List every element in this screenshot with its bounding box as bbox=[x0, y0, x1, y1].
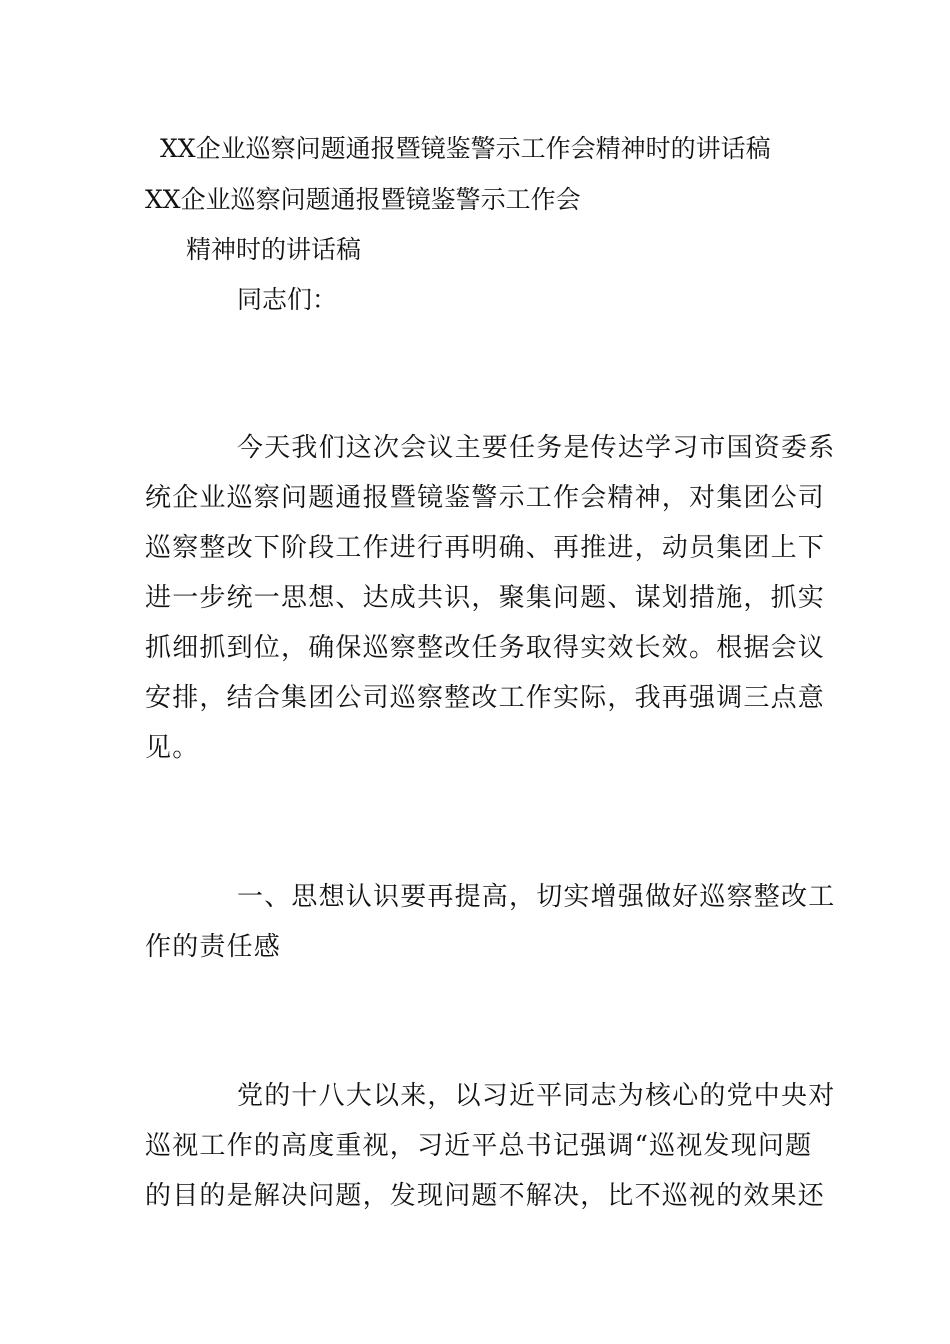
paragraph-2-line: 巡视工作的高度重视，习近平总书记强调“巡视发现问题 bbox=[145, 1131, 813, 1161]
paragraph-1-line: 统企业巡察问题通报暨镜鉴警示工作会精神，对集团公司 bbox=[145, 483, 826, 513]
greeting: 同志们： bbox=[237, 285, 338, 314]
subtitle-line-2: 精神时的讲话稿 bbox=[186, 235, 362, 264]
document-title: XX企业巡察问题通报暨镜鉴警示工作会精神时的讲话稿 bbox=[160, 134, 771, 163]
paragraph-1-line: 抓细抓到位，确保巡察整改任务取得实效长效。根据会议 bbox=[145, 633, 826, 663]
paragraph-1-line: 见。 bbox=[145, 733, 200, 763]
paragraph-2-line: 党的十八大以来，以习近平同志为核心的党中央对 bbox=[237, 1081, 836, 1111]
subtitle-line-1: XX企业巡察问题通报暨镜鉴警示工作会 bbox=[145, 185, 581, 214]
paragraph-1-line: 进一步统一思想、达成共识，聚集问题、谋划措施，抓实 bbox=[145, 583, 826, 613]
paragraph-1-line: 巡察整改下阶段工作进行再明确、再推进，动员集团上下 bbox=[145, 533, 826, 563]
paragraph-2-line: 的目的是解决问题，发现问题不解决，比不巡视的效果还 bbox=[145, 1181, 826, 1211]
section-heading-1-line: 作的责任感 bbox=[145, 932, 282, 962]
section-heading-1-line: 一、思想认识要再提高，切实增强做好巡察整改工 bbox=[237, 882, 836, 912]
paragraph-1-line: 今天我们这次会议主要任务是传达学习市国资委系 bbox=[237, 433, 836, 463]
paragraph-1-line: 安排，结合集团公司巡察整改工作实际，我再强调三点意 bbox=[145, 683, 826, 713]
